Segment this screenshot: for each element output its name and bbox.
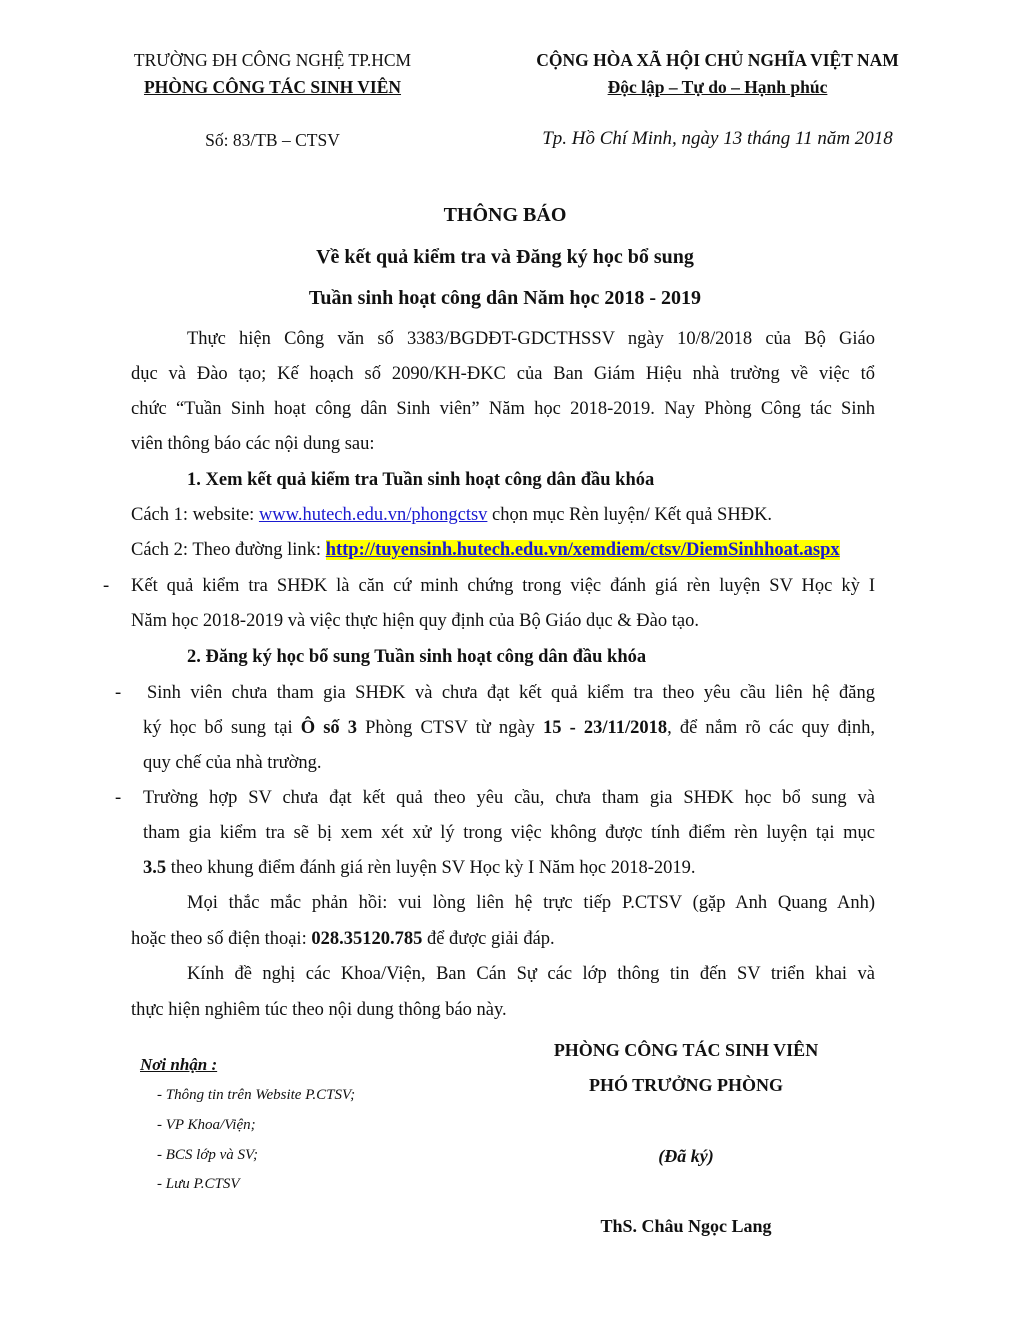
document-subtitle-1: Về kết quả kiểm tra và Đăng ký học bổ sung	[316, 246, 694, 268]
contact-prefix: hoặc theo số điện thoại:	[131, 929, 312, 949]
bullet-dash: -	[115, 683, 122, 703]
b1-part-c: Phòng CTSV từ ngày	[357, 718, 543, 738]
b1-part-a: ký học bổ sung tại	[143, 718, 301, 738]
intro-line-3: chức “Tuần Sinh hoạt công dân Sinh viên” Năm học 2018-2019. Nay Phòng Công tác Sinh	[131, 399, 875, 419]
closing-line-1: Kính đề nghị các Khoa/Viện, Ban Cán Sự các lớp thông tin đến SV triển khai và	[187, 964, 875, 984]
closing-line-2: thực hiện nghiêm túc theo nội dung thông báo này.	[131, 1000, 507, 1020]
intro-line-1: Thực hiện Công văn số 3383/BGDĐT-GDCTHSSV ngày 10/8/2018 của Bộ Giáo	[187, 329, 875, 349]
section1-heading: 1. Xem kết quả kiểm tra Tuần sinh hoạt công dân đầu khóa	[187, 470, 655, 490]
result-lookup-link[interactable]: http://tuyensinh.hutech.edu.vn/xemdiem/ctsv/DiemSinhhoat.aspx	[325, 540, 840, 560]
intro-line-4: viên thông báo các nội dung sau:	[131, 434, 375, 454]
way2-line	[131, 533, 840, 568]
phone-number: 028.35120.785	[311, 929, 423, 949]
way2-prefix: Cách 2: Theo đường link:	[131, 540, 326, 560]
section2-heading: 2. Đăng ký học bổ sung Tuần sinh hoạt công dân đầu khóa	[187, 647, 647, 667]
section2-bullet1-line-3: quy chế của nhà trường.	[143, 753, 322, 773]
signer-name: ThS. Châu Ngọc Lang	[600, 1216, 772, 1236]
department-name-text: PHÒNG CÔNG TÁC SINH VIÊN	[143, 77, 402, 97]
contact-line-2	[131, 922, 555, 957]
recipients-heading: Nơi nhận :	[140, 1055, 218, 1074]
b1-date-range: 15 - 23/11/2018	[542, 718, 668, 738]
national-motto	[505, 77, 930, 98]
contact-line-1: Mọi thắc mắc phản hồi: vui lòng liên hệ trực tiếp P.CTSV (gặp Anh Quang Anh)	[187, 893, 875, 913]
way1-suffix: chọn mục Rèn luyện/ Kết quả SHĐK.	[487, 505, 773, 525]
section2-bullet2-line-3	[143, 851, 696, 886]
recipient-item: - VP Khoa/Viện;	[157, 1117, 256, 1133]
b2-criterion: 3.5	[143, 858, 167, 878]
section1-bullet-line-1: Kết quả kiểm tra SHĐK là căn cứ minh chứng trong việc đánh giá rèn luyện SV Học kỳ I	[131, 576, 875, 596]
section2-bullet1-line-1: Sinh viên chưa tham gia SHĐK và chưa đạt kết quả kiểm tra theo yêu cầu liên hệ đăng	[147, 683, 875, 703]
document-subtitle-2: Tuần sinh hoạt công dân Năm học 2018 - 2019	[308, 287, 702, 309]
section1-bullet-line-2: Năm học 2018-2019 và việc thực hiện quy định của Bộ Giáo dục & Đào tạo.	[131, 611, 699, 631]
website-link[interactable]: www.hutech.edu.vn/phongctsv	[258, 505, 488, 525]
section2-bullet1-line-2	[143, 711, 875, 746]
national-motto-text: Độc lập – Tự do – Hạnh phúc	[607, 77, 828, 97]
signature-office: PHÒNG CÔNG TÁC SINH VIÊN	[553, 1040, 819, 1060]
bullet-dash: -	[103, 576, 110, 596]
contact-suffix: để được giải đáp.	[422, 929, 555, 949]
school-name: TRƯỜNG ĐH CÔNG NGHỆ TP.HCM	[133, 50, 412, 70]
department-name	[120, 77, 425, 98]
section2-bullet2-line-2: tham gia kiểm tra sẽ bị xem xét xử lý trong việc không được tính điểm rèn luyện tại mục	[143, 823, 875, 843]
intro-line-2: dục và Đào tạo; Kế hoạch số 2090/KH-ĐKC của Ban Giám Hiệu nhà trường về việc tổ	[131, 364, 875, 384]
document-number: Số: 83/TB – CTSV	[205, 130, 340, 150]
signature-status: (Đã ký)	[658, 1146, 714, 1166]
recipient-item: - Thông tin trên Website P.CTSV;	[157, 1087, 356, 1103]
bullet-dash: -	[115, 788, 122, 808]
way1-prefix: Cách 1: website:	[131, 505, 259, 525]
section2-bullet2-line-1: Trường hợp SV chưa đạt kết quả theo yêu cầu, chưa tham gia SHĐK học bổ sung và	[143, 788, 875, 808]
way1-line	[131, 498, 772, 533]
b1-part-e: , để nắm rõ các quy định,	[667, 718, 876, 738]
recipient-item: - Lưu P.CTSV	[157, 1176, 240, 1192]
signature-position: PHÓ TRƯỞNG PHÒNG	[588, 1075, 783, 1095]
recipient-item: - BCS lớp và SV;	[157, 1147, 259, 1163]
b2-rest: theo khung điểm đánh giá rèn luyện SV Học kỳ I Năm học 2018-2019.	[166, 858, 696, 878]
document-date: Tp. Hồ Chí Minh, ngày 13 tháng 11 năm 2018	[542, 128, 893, 149]
national-title: CỘNG HÒA XÃ HỘI CHỦ NGHĨA VIỆT NAM	[536, 50, 899, 70]
document-title: THÔNG BÁO	[443, 204, 567, 226]
b1-location: Ô số 3	[300, 718, 358, 738]
